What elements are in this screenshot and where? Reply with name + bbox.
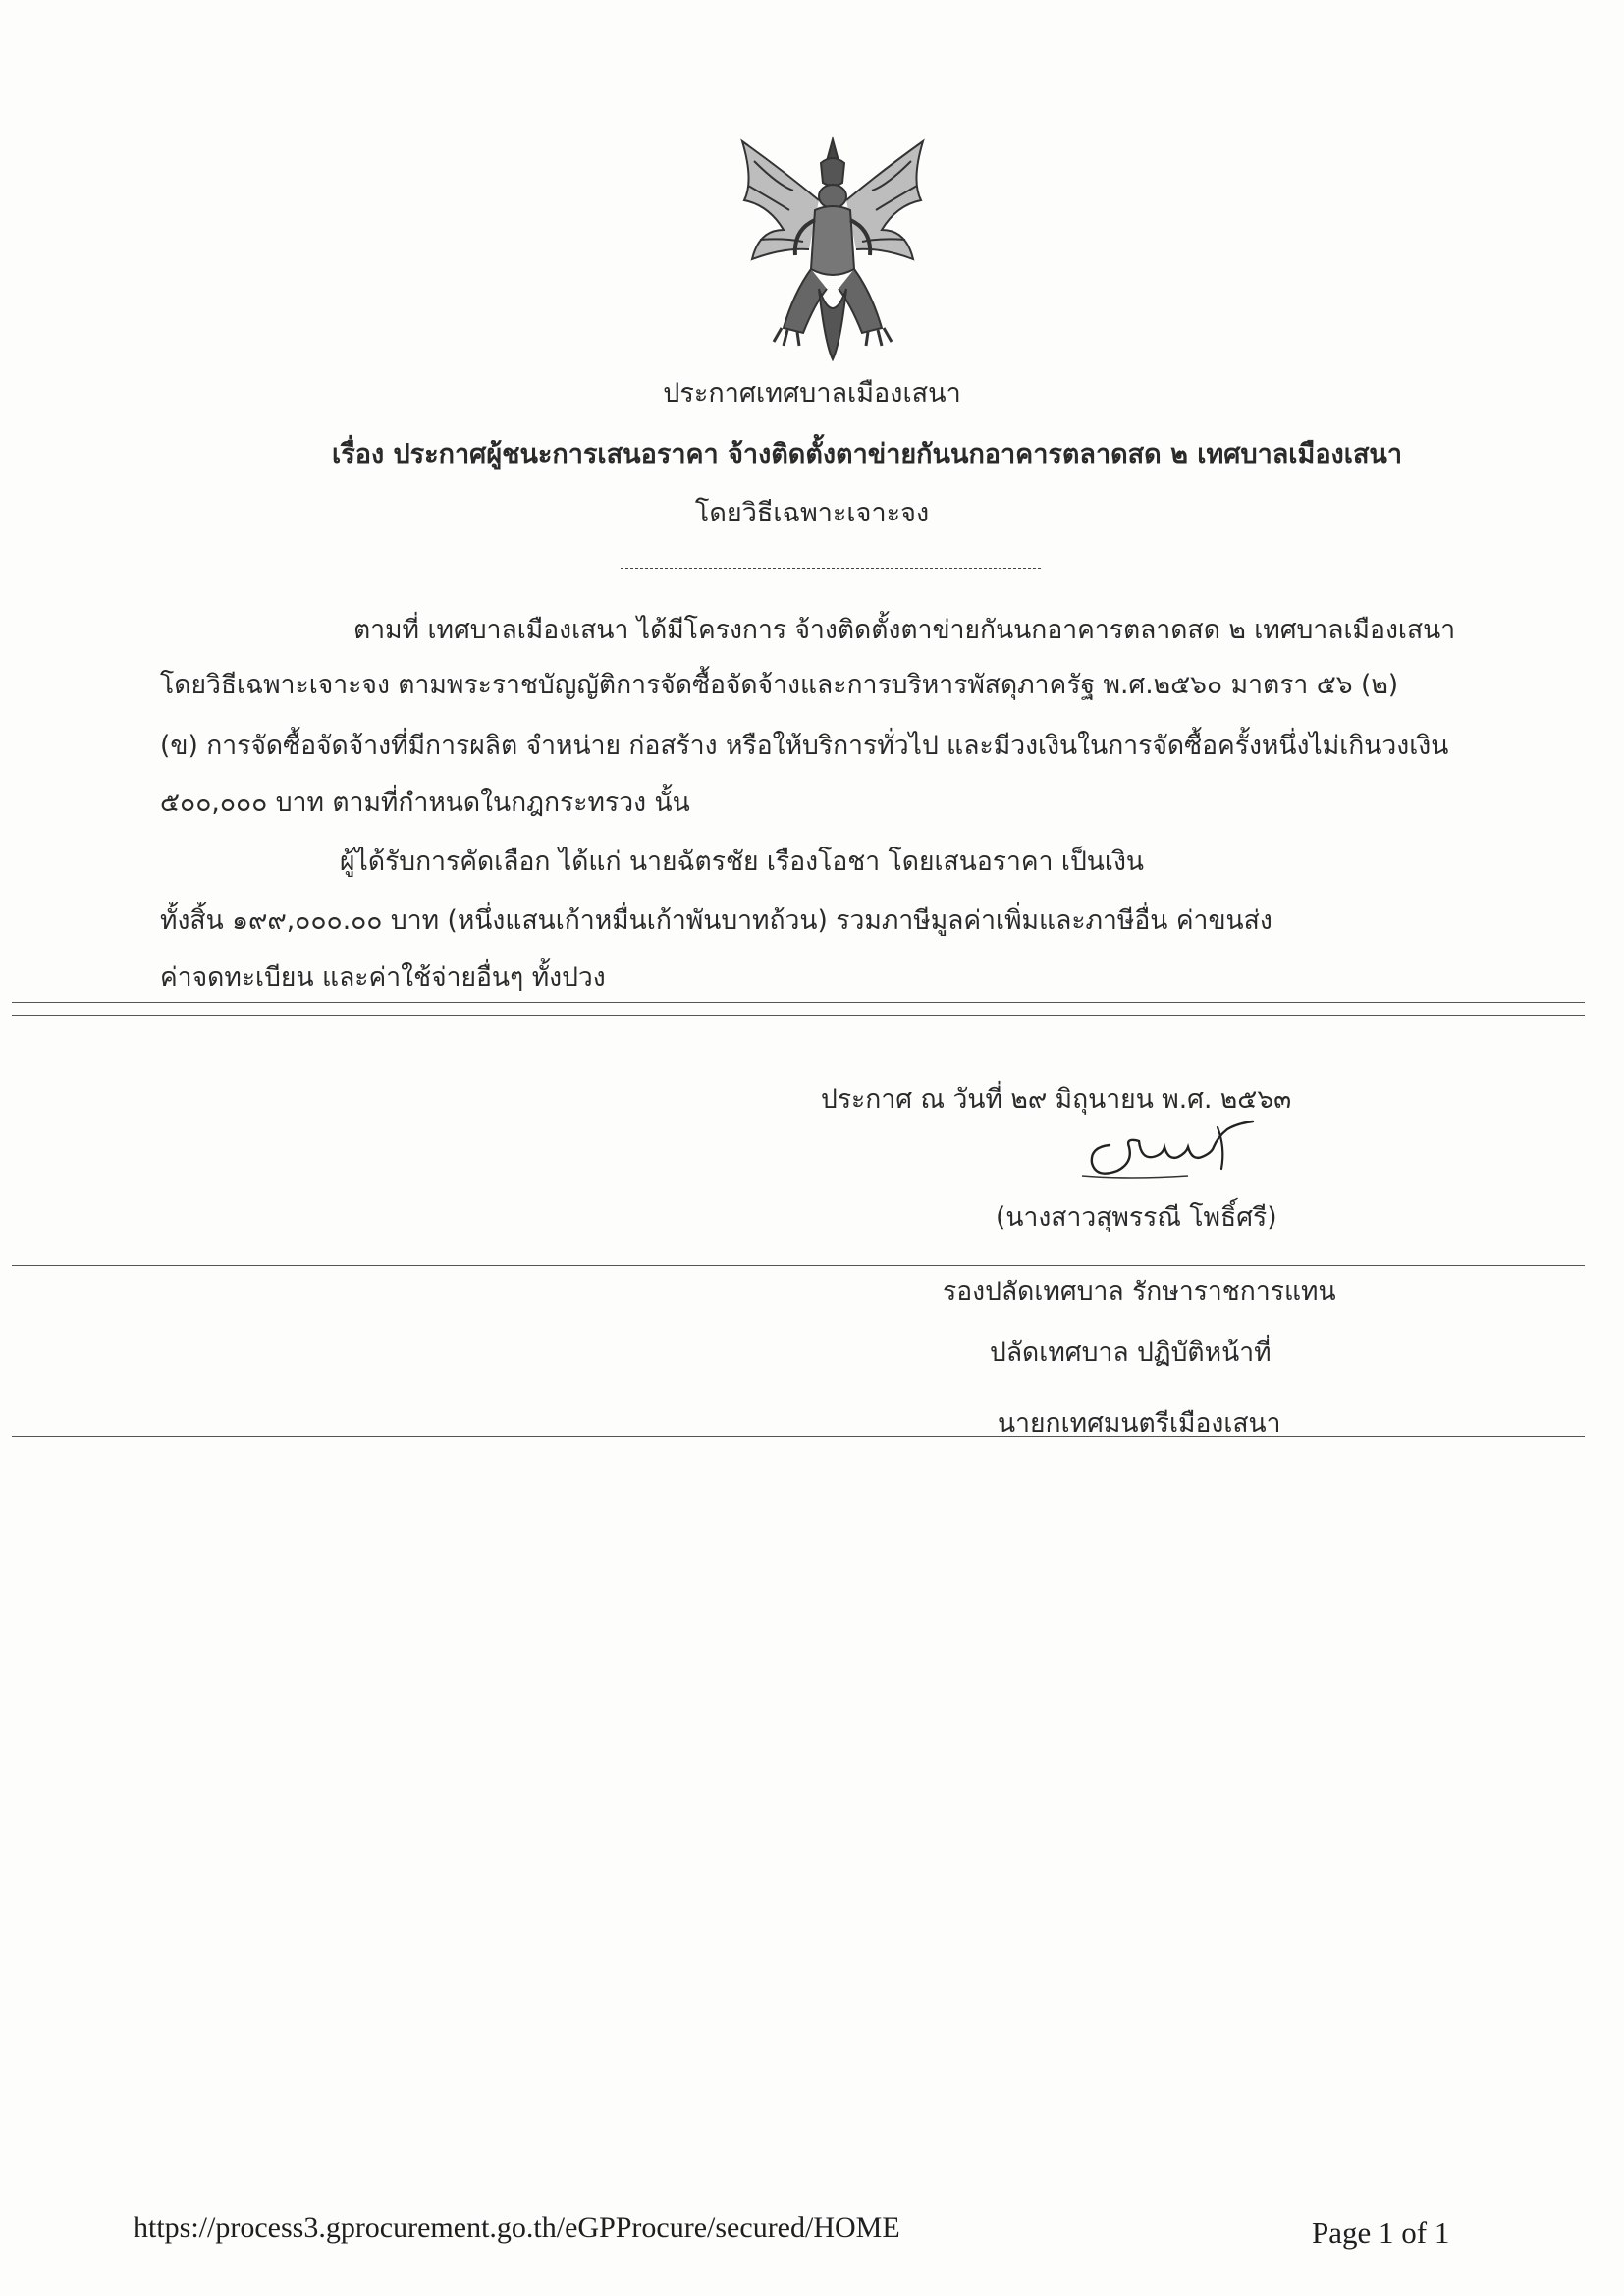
header-divider [621,568,1041,569]
paragraph-1-line-1: ตามที่ เทศบาลเมืองเสนา ได้มีโครงการ จ้างติดตั้งตาข่ายกันนกอาคารตลาดสด ๒ เทศบาลเมืองเสนา [353,615,1456,645]
announcement-date: ประกาศ ณ วันที่ ๒๙ มิถุนายน พ.ศ. ๒๕๖๓ [821,1084,1292,1115]
procurement-method: โดยวิธีเฉพาะเจาะจง [694,498,930,528]
org-title: ประกาศเทศบาลเมืองเสนา [663,378,961,409]
document-subject: เรื่อง ประกาศผู้ชนะการเสนอราคา จ้างติดตั้งตาข่ายกันนกอาคารตลาดสด ๒ เทศบาลเมืองเสนา [332,439,1403,469]
paragraph-2-line-1: ผู้ได้รับการคัดเลือก ได้แก่ นายฉัตรชัย เรืองโอชา โดยเสนอราคา เป็นเงิน [340,847,1145,877]
signer-position-2: ปลัดเทศบาล ปฏิบัติหน้าที่ [990,1338,1272,1368]
paragraph-2-line-2: ทั้งสิ้น ๑๙๙,๐๐๐.๐๐ บาท (หนึ่งแสนเก้าหมื่นเก้าพันบาทถ้วน) รวมภาษีมูลค่าเพิ่มและภาษีอื่น ค่าขนส่ง [160,905,1272,936]
scan-line [12,1265,1585,1266]
paragraph-1-line-4: ๕๐๐,๐๐๐ บาท ตามที่กำหนดในกฎกระทรวง นั้น [160,788,690,818]
paragraph-1-line-2: โดยวิธีเฉพาะเจาะจง ตามพระราชบัญญัติการจัดซื้อจัดจ้างและการบริหารพัสดุภาครัฐ พ.ศ.๒๕๖๐ มาตรา ๕๖ (๒) [160,670,1399,700]
scan-line [12,1015,1585,1016]
signer-position-1: รองปลัดเทศบาล รักษาราชการแทน [943,1277,1336,1307]
paragraph-1-line-3: (ข) การจัดซื้อจัดจ้างที่มีการผลิต จำหน่าย ก่อสร้าง หรือให้บริการทั่วไป และมีวงเงินในการจัดซื้อครั้งหนึ่งไม่เกินวงเงิน [160,731,1449,761]
footer-url: https://process3.gprocurement.go.th/eGPProcure/secured/HOME [134,2212,900,2244]
signer-name: (นางสาวสุพรรณี โพธิ์ศรี) [996,1202,1277,1232]
signature-icon [1070,1108,1267,1186]
scan-line [12,1436,1585,1437]
scan-line [12,1002,1585,1003]
garuda-emblem-icon [725,132,941,367]
paragraph-2-line-3: ค่าจดทะเบียน และค่าใช้จ่ายอื่นๆ ทั้งปวง [160,962,606,993]
signer-position-3: นายกเทศมนตรีเมืองเสนา [998,1408,1281,1439]
footer-page-number: Page 1 of 1 [1312,2215,1450,2250]
